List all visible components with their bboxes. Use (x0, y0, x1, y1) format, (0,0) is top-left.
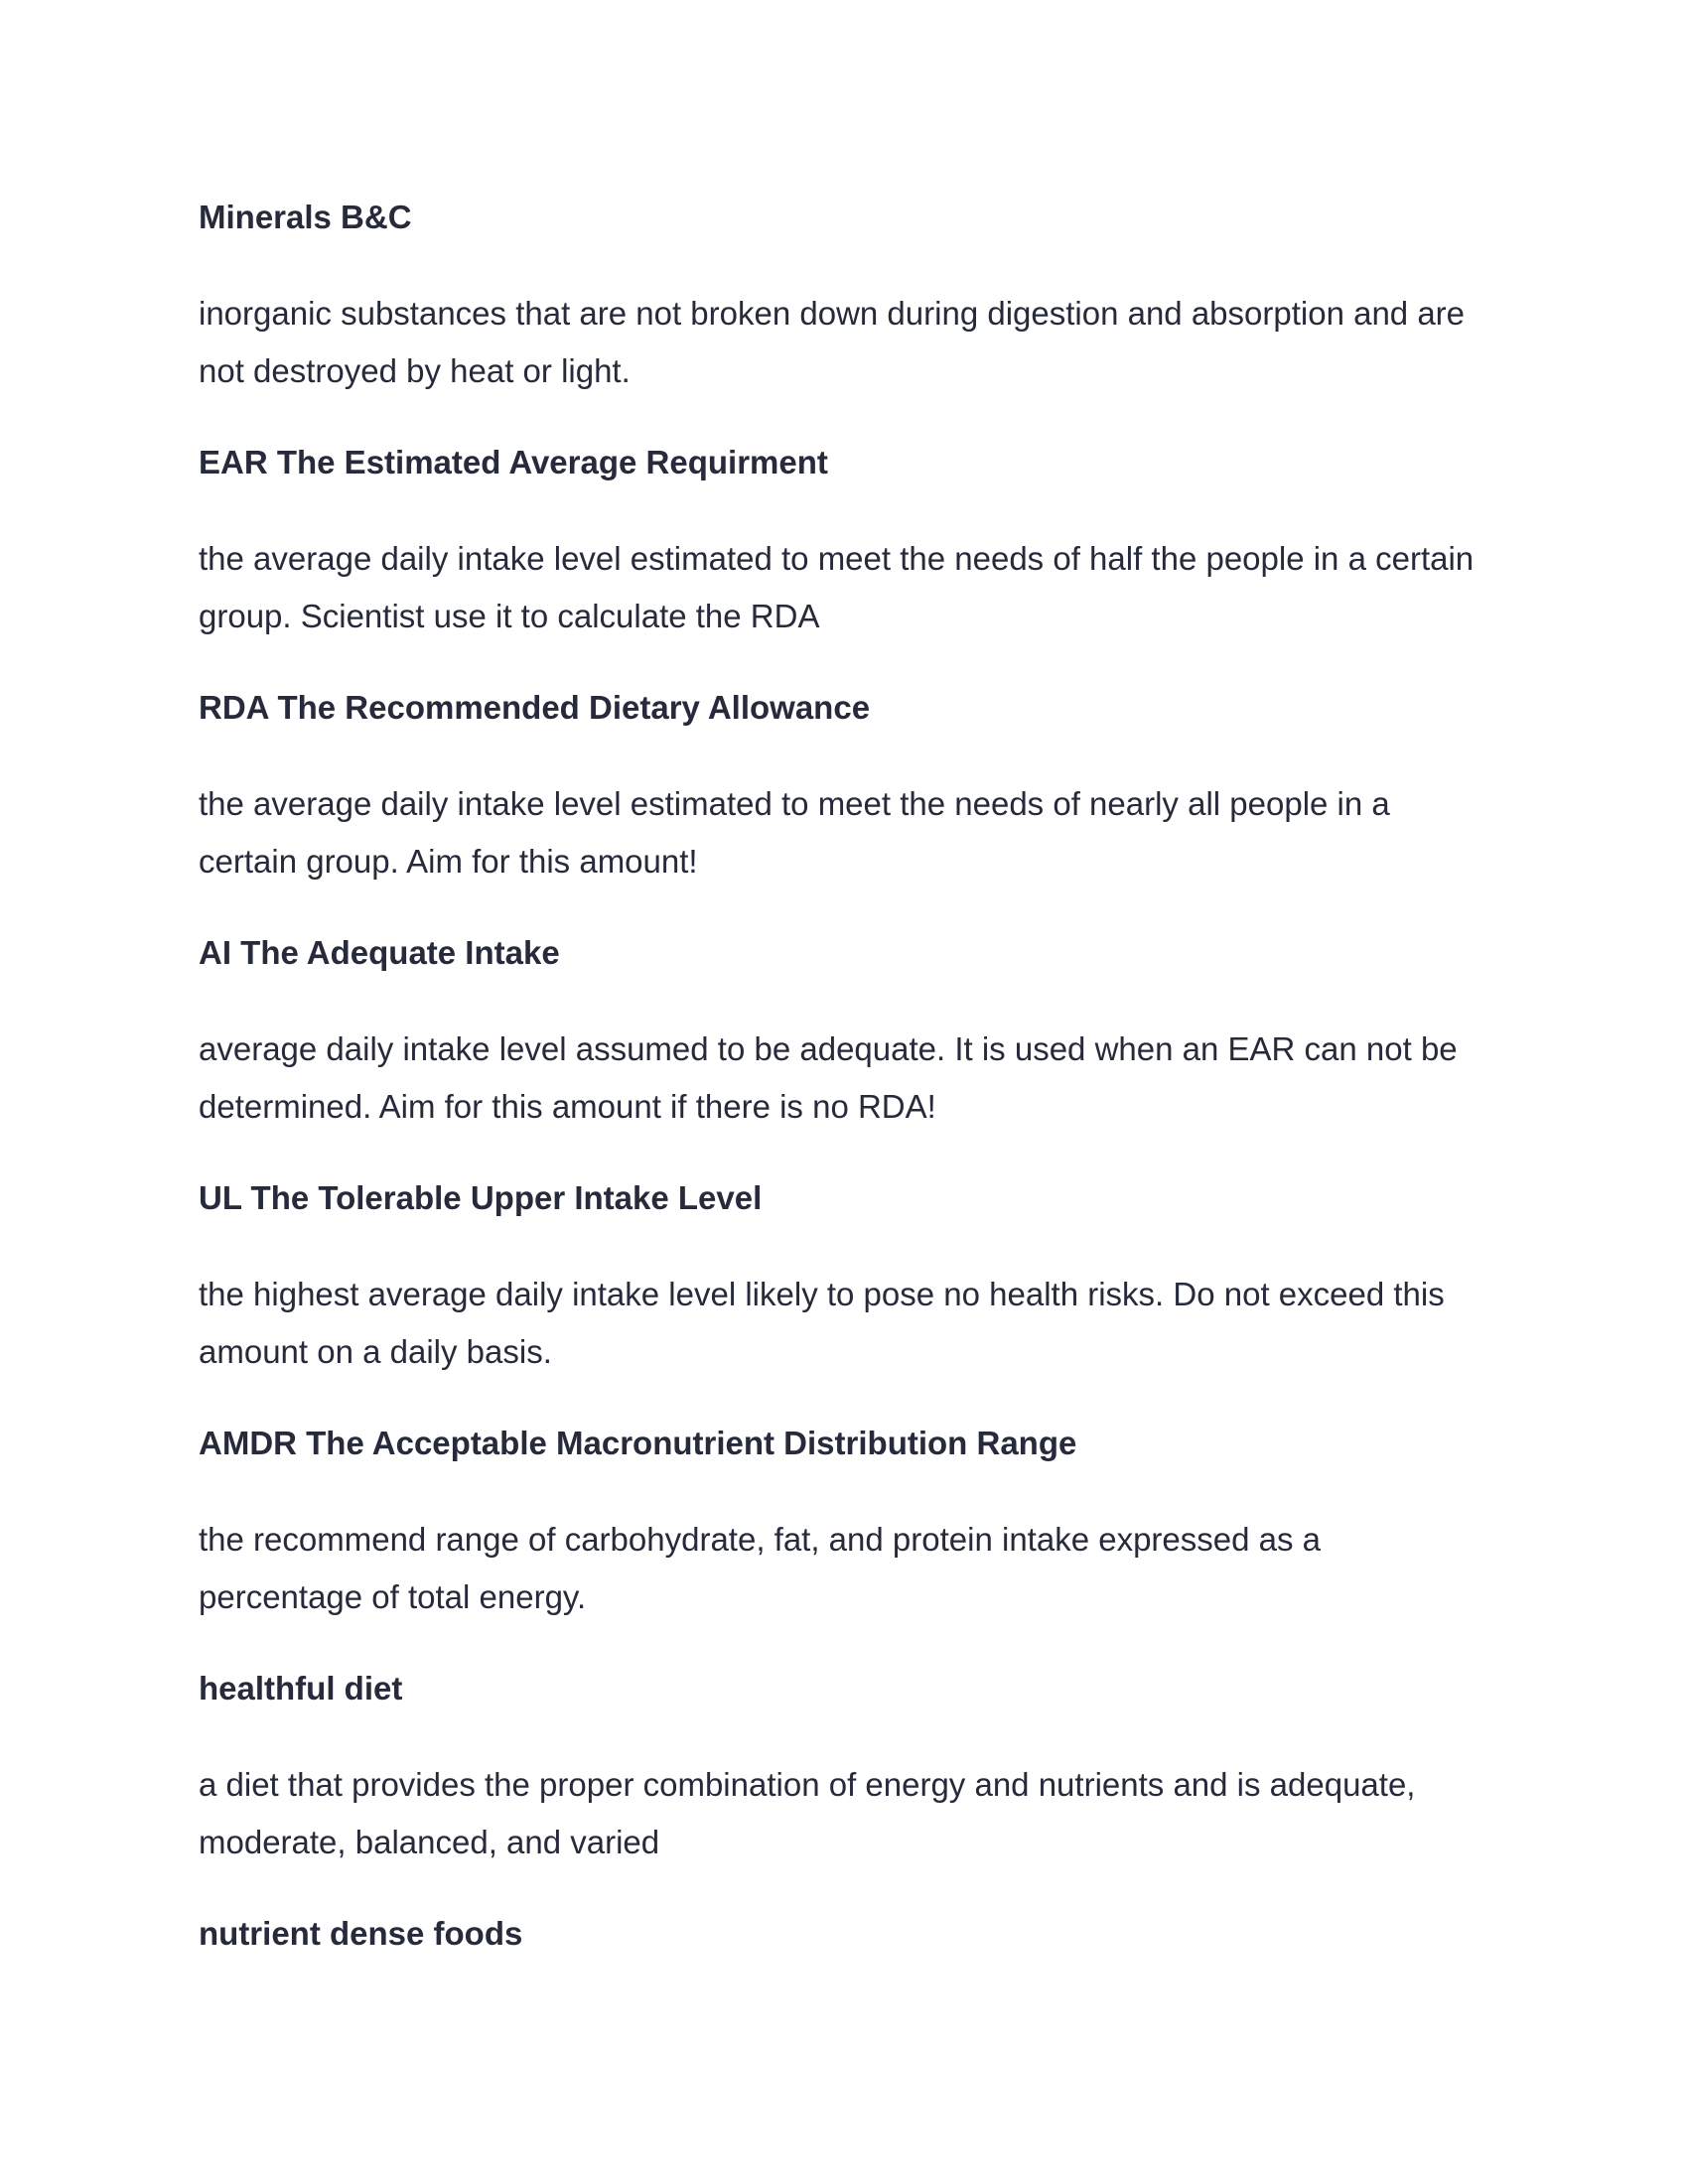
definition-line: moderate, balanced, and varied (199, 1823, 660, 1860)
definition-line: group. Scientist use it to calculate the RDA (199, 597, 820, 634)
entry-nutrient-dense-foods (199, 1912, 1499, 1956)
entry-rda (199, 686, 1499, 889)
definition-text (199, 775, 1499, 889)
definition-text (199, 1756, 1499, 1870)
entry-ear (199, 441, 1499, 644)
definition-line: the highest average daily intake level likely to pose no health risks. Do not exceed this (199, 1276, 1445, 1312)
definition-text (199, 285, 1499, 399)
term-heading: nutrient dense foods (199, 1915, 523, 1952)
definition-line: the recommend range of carbohydrate, fat, and protein intake expressed as a (199, 1521, 1322, 1558)
document-page (199, 196, 1499, 2001)
definition-line: the average daily intake level estimated to meet the needs of nearly all people in a (199, 785, 1390, 822)
definition-text (199, 1266, 1499, 1380)
definition-line: certain group. Aim for this amount! (199, 842, 698, 880)
definition-line: average daily intake level assumed to be adequate. It is used when an EAR can not be (199, 1030, 1458, 1067)
term-heading: UL The Tolerable Upper Intake Level (199, 1179, 763, 1216)
definition-line: a diet that provides the proper combination of energy and nutrients and is adequate, (199, 1766, 1416, 1803)
definition-text (199, 1511, 1499, 1625)
definition-line: inorganic substances that are not broken down during digestion and absorption and are (199, 295, 1466, 332)
term-heading: RDA The Recommended Dietary Allowance (199, 689, 871, 726)
term-heading: healthful diet (199, 1670, 403, 1706)
definition-line: the average daily intake level estimated to meet the needs of half the people in a certain (199, 540, 1475, 577)
entry-minerals (199, 196, 1499, 399)
entry-ai (199, 931, 1499, 1135)
definition-text (199, 530, 1499, 644)
definition-line: determined. Aim for this amount if there is no RDA! (199, 1087, 936, 1125)
definition-line: not destroyed by heat or light. (199, 351, 631, 389)
entry-amdr (199, 1422, 1499, 1625)
entry-ul (199, 1176, 1499, 1380)
definition-line: amount on a daily basis. (199, 1332, 552, 1370)
term-heading: Minerals B&C (199, 199, 412, 235)
entry-healthful-diet (199, 1667, 1499, 1870)
definition-text (199, 1021, 1499, 1135)
term-heading: AI The Adequate Intake (199, 934, 560, 971)
definition-line: percentage of total energy. (199, 1577, 587, 1615)
term-heading: EAR The Estimated Average Requirment (199, 444, 828, 480)
term-heading: AMDR The Acceptable Macronutrient Distribution Range (199, 1425, 1077, 1461)
